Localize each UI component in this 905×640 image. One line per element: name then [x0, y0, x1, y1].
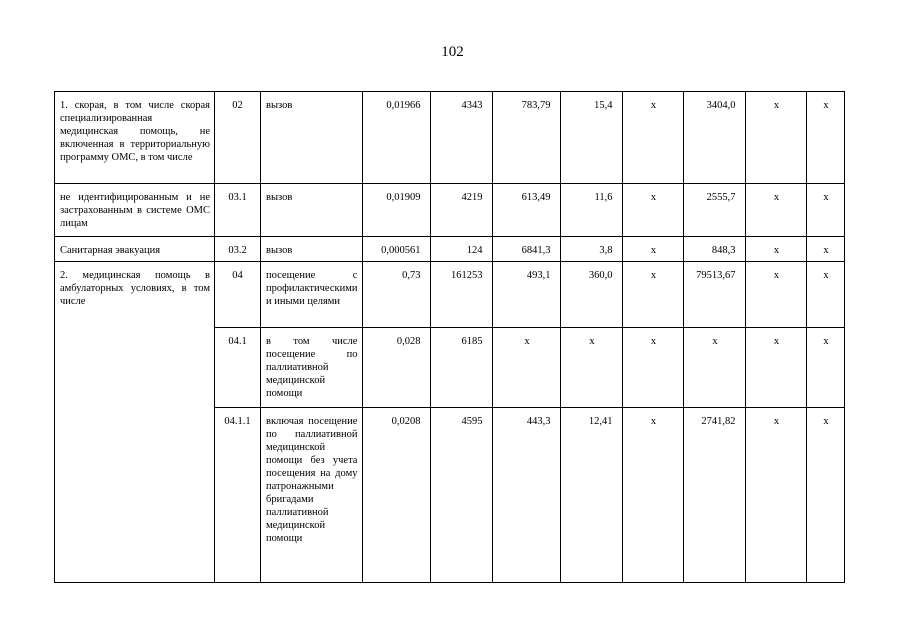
table-row: [55, 262, 845, 328]
row-cell: х: [807, 408, 845, 583]
row-unit: в том числе посещение по паллиативной медицинской помощи: [261, 328, 363, 408]
page-number: 102: [441, 44, 464, 60]
row-cell: 2741,82: [684, 408, 746, 583]
row-cell: 0,01966: [363, 92, 431, 184]
row-cell: 848,3: [684, 237, 746, 262]
row-cell: 3404,0: [684, 92, 746, 184]
row-cell: х: [623, 328, 684, 408]
row-cell: х: [746, 237, 807, 262]
table-row: [55, 92, 845, 184]
row-cell: 0,0208: [363, 408, 431, 583]
row-cell: х: [623, 408, 684, 583]
row-cell: х: [807, 92, 845, 184]
row-cell: 0,000561: [363, 237, 431, 262]
row-cell: 4343: [431, 92, 493, 184]
row-cell: 15,4: [561, 92, 623, 184]
row-cell: 0,73: [363, 262, 431, 328]
row-cell: 783,79: [493, 92, 561, 184]
row-unit: вызов: [261, 237, 363, 262]
financing-table: [54, 91, 845, 583]
row-cell: х: [493, 328, 561, 408]
row-cell: 6841,3: [493, 237, 561, 262]
row-cell: х: [746, 328, 807, 408]
row-cell: 79513,67: [684, 262, 746, 328]
row-cell: 0,01909: [363, 184, 431, 237]
row-cell: х: [746, 262, 807, 328]
row-code: 04.1.1: [215, 408, 261, 583]
row-cell: х: [746, 408, 807, 583]
table-row: [55, 184, 845, 237]
row-cell: х: [623, 92, 684, 184]
row-code: 03.1: [215, 184, 261, 237]
row-code: 02: [215, 92, 261, 184]
row-unit: посещение с профилактическими и иными целями: [261, 262, 363, 328]
row-cell: х: [746, 184, 807, 237]
row-cell: 124: [431, 237, 493, 262]
row-cell: 360,0: [561, 262, 623, 328]
row-cell: 11,6: [561, 184, 623, 237]
row-cell: 613,49: [493, 184, 561, 237]
table-row: [55, 237, 845, 262]
row-cell: х: [807, 328, 845, 408]
row-cell: х: [807, 184, 845, 237]
row-cell: х: [684, 328, 746, 408]
row-cell: 493,1: [493, 262, 561, 328]
row-cell: х: [623, 237, 684, 262]
row-code: 04.1: [215, 328, 261, 408]
row-cell: 3,8: [561, 237, 623, 262]
row-cell: 4219: [431, 184, 493, 237]
row-cell: 0,028: [363, 328, 431, 408]
row-name: Санитарная эвакуация: [55, 237, 215, 262]
row-code: 04: [215, 262, 261, 328]
row-unit: вызов: [261, 184, 363, 237]
row-cell: х: [746, 92, 807, 184]
row-cell: 12,41: [561, 408, 623, 583]
row-unit: включая посещение по паллиативной медицинской помощи без учета посещения на дому патронажными бригадами паллиативной медицинской помощи: [261, 408, 363, 583]
row-code: 03.2: [215, 237, 261, 262]
row-name: 1. скорая, в том числе скорая специализированная медицинская помощь, не включенная в территориальную программу ОМС, в том числе: [55, 92, 215, 184]
row-cell: 4595: [431, 408, 493, 583]
row-cell: х: [561, 328, 623, 408]
row-cell: 6185: [431, 328, 493, 408]
row-unit: вызов: [261, 92, 363, 184]
row-cell: х: [807, 262, 845, 328]
row-cell: 443,3: [493, 408, 561, 583]
row-name: 2. медицинская помощь в амбулаторных условиях, в том числе: [55, 262, 215, 583]
row-cell: 161253: [431, 262, 493, 328]
row-name: не идентифицированным и не застрахованным в системе ОМС лицам: [55, 184, 215, 237]
row-cell: х: [623, 262, 684, 328]
row-cell: 2555,7: [684, 184, 746, 237]
row-cell: х: [807, 237, 845, 262]
row-cell: х: [623, 184, 684, 237]
